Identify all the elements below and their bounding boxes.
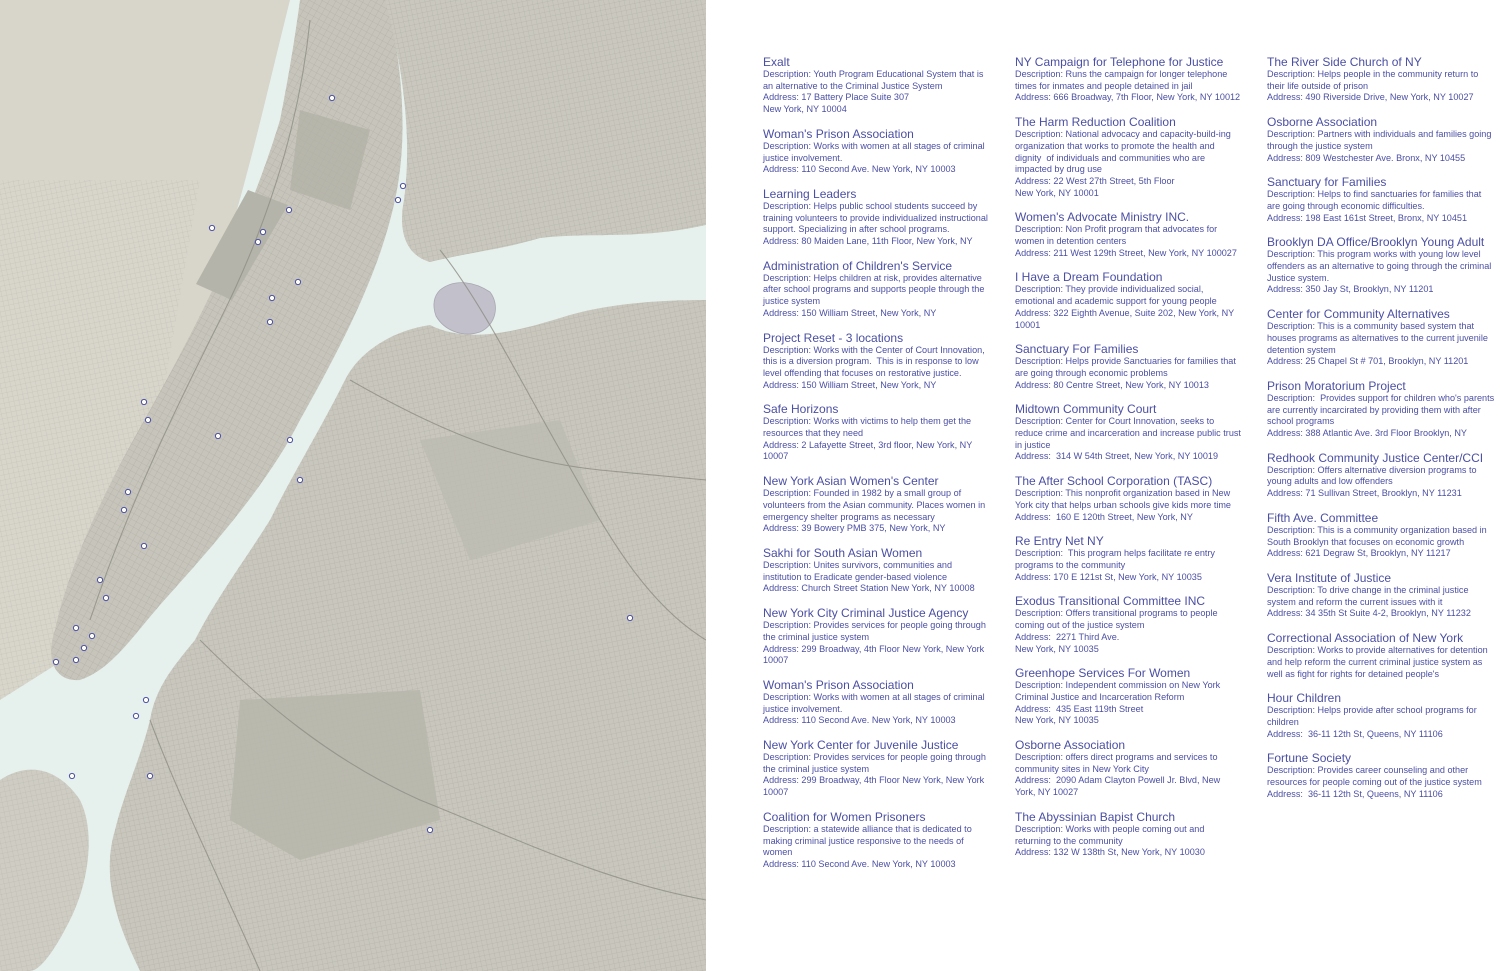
directory-entry bbox=[1015, 210, 1241, 259]
organization-name: Exodus Transitional Committee INC bbox=[1015, 594, 1206, 609]
organization-description: Description: Offers transitional programs to people coming out of the justice system bbox=[1015, 608, 1221, 631]
directory-entry bbox=[1267, 631, 1495, 680]
organization-address: Address: 25 Chapel St # 701, Brooklyn, NY 11201 bbox=[1267, 356, 1469, 367]
location-marker[interactable] bbox=[260, 229, 265, 234]
directory-entry bbox=[763, 127, 989, 176]
organization-name: Sanctuary For Families bbox=[1015, 342, 1139, 357]
organization-name: Sanctuary for Families bbox=[1267, 175, 1387, 190]
location-marker[interactable] bbox=[295, 279, 300, 284]
location-marker[interactable] bbox=[69, 773, 74, 778]
directory-entry bbox=[1015, 594, 1241, 655]
location-marker[interactable] bbox=[255, 239, 260, 244]
organization-name: Fifth Ave. Committee bbox=[1267, 510, 1379, 525]
directory-entry bbox=[1015, 270, 1241, 331]
organization-address: New York, NY 10035 bbox=[1015, 715, 1099, 726]
organization-description: Description: Center for Court Innovation, seeks to reduce crime and incarceration and increase public trust in justice bbox=[1015, 416, 1244, 450]
organization-address: New York, NY 10035 bbox=[1015, 643, 1099, 654]
location-marker[interactable] bbox=[215, 433, 220, 438]
organization-address: Address: 2 Lafayette Street, 3rd floor, New York, NY 10007 bbox=[763, 439, 975, 462]
directory-entry bbox=[1267, 451, 1495, 500]
organization-name: I Have a Dream Foundation bbox=[1015, 270, 1163, 285]
organization-name: Woman's Prison Association bbox=[763, 126, 914, 141]
organization-address: Address: 299 Broadway, 4th Floor New York, New York 10007 bbox=[763, 643, 987, 666]
location-marker[interactable] bbox=[97, 577, 102, 582]
organization-name: Brooklyn DA Office/Brooklyn Young Adult bbox=[1267, 235, 1485, 250]
organization-description: Description: Founded in 1982 by a small group of volunteers from the Asian community. Places women in emergency shelter programs as necessary bbox=[763, 488, 988, 522]
organization-description: Description: Non Profit program that advocates for women in detention centers bbox=[1015, 224, 1220, 247]
organization-name: Prison Moratorium Project bbox=[1267, 378, 1406, 393]
organization-name: Administration of Children's Service bbox=[763, 258, 953, 273]
directory-entry bbox=[763, 738, 989, 799]
directory-entry bbox=[763, 546, 989, 595]
organization-description: Description: offers direct programs and services to community sites in New York City bbox=[1015, 752, 1221, 774]
location-marker[interactable] bbox=[141, 399, 146, 404]
organization-address: Address: 110 Second Ave. New York, NY 10003 bbox=[763, 858, 956, 869]
organization-description: Description: This nonprofit organization based in New York city that helps urban schools give kids more time bbox=[1015, 488, 1233, 510]
organization-address: Address: Church Street Station New York, NY 10008 bbox=[763, 583, 975, 594]
location-marker[interactable] bbox=[627, 615, 632, 620]
directory-entry bbox=[1267, 115, 1495, 164]
organization-address: Address: 150 William Street, New York, NY bbox=[763, 307, 937, 318]
directory-entry bbox=[1015, 534, 1241, 583]
organization-address: Address: 2090 Adam Clayton Powell Jr. Blvd, New York, NY 10027 bbox=[1015, 775, 1223, 798]
directory-column-3 bbox=[1267, 55, 1495, 811]
directory-entry bbox=[1267, 511, 1495, 560]
directory-entry bbox=[1267, 751, 1495, 800]
location-marker[interactable] bbox=[121, 507, 126, 512]
directory-entry bbox=[1267, 307, 1495, 368]
rikers-island bbox=[434, 283, 496, 334]
organization-address: Address: 2271 Third Ave. bbox=[1015, 631, 1120, 642]
organization-address: Address: 36-11 12th St, Queens, NY 11106 bbox=[1267, 788, 1443, 799]
organization-description: Description: Helps to find sanctuaries for families that are going through economic difficulties. bbox=[1267, 189, 1484, 211]
organization-address: Address: 435 East 119th Street bbox=[1015, 703, 1144, 714]
organization-address: Address: 490 Riverside Drive, New York, NY 10027 bbox=[1267, 92, 1474, 103]
organization-description: Description: This program helps facilitate re entry programs to the community bbox=[1015, 548, 1218, 570]
directory-entry bbox=[1267, 55, 1495, 104]
organization-name: Learning Leaders bbox=[763, 186, 857, 201]
organization-name: The Harm Reduction Coalition bbox=[1015, 115, 1176, 130]
organization-address: New York, NY 10004 bbox=[763, 104, 847, 115]
location-marker[interactable] bbox=[147, 773, 152, 778]
organization-name: Safe Horizons bbox=[763, 402, 839, 417]
organization-name: Coalition for Women Prisoners bbox=[763, 809, 926, 824]
directory-entry bbox=[763, 259, 989, 320]
directory-entry bbox=[1015, 342, 1241, 391]
organization-name: The After School Corporation (TASC) bbox=[1015, 474, 1213, 489]
location-marker[interactable] bbox=[89, 633, 94, 638]
organization-description: Description: Helps provide Sanctuaries for families that are going through economic problems bbox=[1015, 356, 1239, 378]
directory-column-1 bbox=[763, 55, 989, 882]
organization-address: Address: 198 East 161st Street, Bronx, NY 10451 bbox=[1267, 212, 1468, 223]
organization-description: Description: To drive change in the criminal justice system and reform the current issues with it bbox=[1267, 584, 1472, 607]
location-marker[interactable] bbox=[395, 197, 400, 202]
directory-entry bbox=[1015, 115, 1241, 199]
location-marker[interactable] bbox=[73, 657, 78, 662]
location-marker[interactable] bbox=[269, 295, 274, 300]
organization-description: Description: Works with the Center of Court Innovation, this is a diversion program. This is in response to low level offending that focuses on restorative justice. bbox=[763, 344, 988, 378]
organization-name: Center for Community Alternatives bbox=[1267, 307, 1450, 322]
directory-entry bbox=[763, 606, 989, 667]
directory-entry bbox=[1015, 55, 1241, 104]
directory-entry bbox=[1015, 402, 1244, 463]
directory-entry bbox=[1267, 571, 1495, 620]
organization-address: Address: 160 E 120th Street, New York, NY bbox=[1015, 511, 1193, 522]
organization-description: Description: Provides career counseling and other resources for people coming out of the justice system bbox=[1267, 765, 1482, 788]
location-marker[interactable] bbox=[125, 489, 130, 494]
organization-address: Address: 17 Battery Place Suite 307 bbox=[763, 92, 910, 103]
organization-name: Re Entry Net NY bbox=[1015, 534, 1104, 549]
directory-entry bbox=[1267, 379, 1495, 440]
location-marker[interactable] bbox=[427, 827, 432, 832]
organization-name: Sakhi for South Asian Women bbox=[763, 545, 923, 560]
organization-name: Women's Advocate Ministry INC. bbox=[1015, 210, 1190, 225]
organization-description: Description: Helps provide after school programs for children bbox=[1267, 705, 1480, 727]
location-marker[interactable] bbox=[141, 543, 146, 548]
location-marker[interactable] bbox=[286, 207, 291, 212]
location-marker[interactable] bbox=[297, 477, 302, 482]
location-marker[interactable] bbox=[73, 625, 78, 630]
directory-entry bbox=[1015, 738, 1241, 799]
organization-description: Description: National advocacy and capacity-build-ing organization that works to promote the health and dignity of individuals and communities who are impacted by drug use bbox=[1015, 129, 1234, 175]
directory-entry bbox=[763, 402, 989, 463]
organization-description: Description: Offers alternative diversion programs to young adults and low offenders bbox=[1267, 464, 1480, 487]
location-marker[interactable] bbox=[53, 659, 58, 664]
location-marker[interactable] bbox=[329, 95, 334, 100]
nyc-map[interactable] bbox=[0, 0, 706, 971]
organization-address: Address: 80 Maiden Lane, 11th Floor, New York, NY bbox=[763, 236, 973, 247]
location-marker[interactable] bbox=[143, 697, 148, 702]
location-marker[interactable] bbox=[400, 183, 405, 188]
organization-name: Exalt bbox=[763, 55, 790, 69]
organization-description: Description: Works with people coming out and returning to the community bbox=[1015, 823, 1207, 846]
organization-description: Description: Runs the campaign for longer telephone times for inmates and people detained in jail bbox=[1015, 69, 1230, 91]
location-marker[interactable] bbox=[209, 225, 214, 230]
directory-entry bbox=[1015, 666, 1241, 727]
directory-entry bbox=[1015, 810, 1241, 859]
directory-entry bbox=[763, 331, 989, 392]
organization-address: Address: 621 Degraw St, Brooklyn, NY 11217 bbox=[1267, 548, 1451, 559]
organization-address: New York, NY 10001 bbox=[1015, 187, 1099, 198]
directory-entry bbox=[1267, 691, 1495, 740]
organization-description: Description: Helps people in the community return to their life outside of prison bbox=[1267, 69, 1481, 91]
location-marker[interactable] bbox=[81, 645, 86, 650]
organization-description: Description: Unites survivors, communities and institution to Eradicate gender-based violence bbox=[763, 559, 955, 582]
organization-name: Project Reset - 3 locations bbox=[763, 330, 904, 345]
organization-description: Description: They provide individualized social, emotional and academic support for young people bbox=[1015, 284, 1217, 307]
organization-name: Osborne Association bbox=[1015, 738, 1126, 753]
organization-address: Address: 314 W 54th Street, New York, NY 10019 bbox=[1015, 451, 1219, 462]
organization-address: Address: 211 West 129th Street, New York, NY 100027 bbox=[1015, 247, 1237, 258]
organization-name: Midtown Community Court bbox=[1015, 402, 1157, 417]
organization-description: Description: This is a community organization based in South Brooklyn that focuses on economic growth bbox=[1267, 524, 1490, 547]
directory-entry bbox=[763, 810, 989, 871]
organization-name: Correctional Association of New York bbox=[1267, 631, 1464, 646]
location-marker[interactable] bbox=[103, 595, 108, 600]
organization-name: Greenhope Services For Women bbox=[1015, 666, 1191, 681]
organization-name: The Abyssinian Bapist Church bbox=[1015, 809, 1176, 824]
organization-name: New York Asian Women's Center bbox=[763, 474, 939, 489]
organization-name: Redhook Community Justice Center/CCI bbox=[1267, 450, 1484, 465]
organization-name: Osborne Association bbox=[1267, 115, 1378, 130]
organization-address: Address: 36-11 12th St, Queens, NY 11106 bbox=[1267, 728, 1443, 739]
organization-name: NY Campaign for Telephone for Justice bbox=[1015, 55, 1224, 69]
organization-address: Address: 110 Second Ave. New York, NY 10003 bbox=[763, 164, 956, 175]
organization-description: Description: Partners with individuals and families going through the justice system bbox=[1267, 129, 1494, 151]
staten-island-streets bbox=[0, 770, 89, 971]
organization-address: Address: 39 Bowery PMB 375, New York, NY bbox=[763, 523, 946, 534]
directory-column-2 bbox=[1015, 55, 1244, 870]
organization-description: Description: Independent commission on New York Criminal Justice and Incarceration Reform bbox=[1015, 680, 1223, 702]
bronx-streets bbox=[385, 0, 706, 262]
organization-address: Address: 150 William Street, New York, NY bbox=[763, 379, 937, 390]
organization-description: Description: Works to provide alternatives for detention and help reform the current criminal justice system as well as fight for rights for detained people's bbox=[1267, 645, 1491, 679]
organization-description: Description: a statewide alliance that is dedicated to making criminal justice responsive to the needs of women bbox=[763, 823, 975, 858]
organization-description: Description: Works with victims to help them get the resources that they need bbox=[763, 416, 974, 439]
organization-name: Hour Children bbox=[1267, 691, 1342, 706]
directory-entry bbox=[1267, 235, 1495, 296]
organization-description: Description: Works with women at all stages of criminal justice involvement. bbox=[763, 691, 988, 714]
organization-address: Address: 666 Broadway, 7th Floor, New York, NY 10012 bbox=[1015, 92, 1241, 103]
organization-description: Description: Helps public school students succeed by training volunteers to provide individualized instructional support. Specializing in after school programs. bbox=[763, 200, 991, 235]
organization-name: Fortune Society bbox=[1267, 751, 1352, 766]
organization-address: Address: 350 Jay St, Brooklyn, NY 11201 bbox=[1267, 284, 1434, 295]
organization-description: Description: Provides support for children who's parents are currently incarcirated by providing them with after school programs bbox=[1267, 392, 1497, 427]
directory-entry bbox=[1267, 175, 1495, 224]
organization-description: Description: Provides services for people going through the criminal justice system bbox=[763, 752, 989, 774]
organization-description: Description: Youth Program Educational System that is an alternative to the Criminal Justice System bbox=[763, 69, 986, 91]
organization-address: Address: 809 Westchester Ave. Bronx, NY 10455 bbox=[1267, 152, 1466, 163]
organization-address: Address: 322 Eighth Avenue, Suite 202, New York, NY 10001 bbox=[1015, 307, 1237, 330]
organization-address: Address: 388 Atlantic Ave. 3rd Floor Brooklyn, NY bbox=[1267, 428, 1467, 439]
organization-description: Description: Helps children at risk, provides alternative after school programs and supports people through the justice system bbox=[763, 272, 987, 307]
directory-entry bbox=[763, 187, 989, 248]
organization-address: Address: 110 Second Ave. New York, NY 10003 bbox=[763, 715, 956, 726]
location-marker[interactable] bbox=[267, 319, 272, 324]
organization-name: Vera Institute of Justice bbox=[1267, 570, 1392, 585]
organization-address: Address: 132 W 138th St, New York, NY 10030 bbox=[1015, 847, 1205, 858]
directory-entry bbox=[1015, 474, 1241, 523]
organization-description: Description: Works with women at all stages of criminal justice involvement. bbox=[763, 140, 988, 163]
organization-address: Address: 71 Sullivan Street, Brooklyn, NY 11231 bbox=[1267, 488, 1462, 499]
organization-address: Address: 34 35th St Suite 4-2, Brooklyn, NY 11232 bbox=[1267, 608, 1471, 619]
organization-address: Address: 80 Centre Street, New York, NY 10013 bbox=[1015, 379, 1209, 390]
organization-name: New York Center for Juvenile Justice bbox=[763, 738, 959, 753]
organization-address: Address: 22 West 27th Street, 5th Floor bbox=[1015, 175, 1175, 186]
directory-entry bbox=[763, 474, 989, 535]
organization-description: Description: This is a community based system that houses programs as alternatives to the current juvenile detention system bbox=[1267, 321, 1491, 355]
location-marker[interactable] bbox=[145, 417, 150, 422]
organization-name: Woman's Prison Association bbox=[763, 677, 914, 692]
organization-name: The River Side Church of NY bbox=[1267, 55, 1422, 69]
location-marker[interactable] bbox=[133, 713, 138, 718]
organization-description: Description: This program works with young low level offenders as an alternative to going through the criminal Justice system. bbox=[1267, 249, 1494, 283]
directory-entry bbox=[763, 55, 989, 116]
organization-address: Address: 299 Broadway, 4th Floor New York, New York 10007 bbox=[763, 775, 987, 798]
organization-name: New York City Criminal Justice Agency bbox=[763, 606, 969, 621]
map-canvas bbox=[0, 0, 706, 971]
organization-address: Address: 170 E 121st St, New York, NY 10035 bbox=[1015, 571, 1202, 582]
directory-entry bbox=[763, 678, 989, 727]
organization-description: Description: Provides services for people going through the criminal justice system bbox=[763, 620, 989, 642]
location-marker[interactable] bbox=[287, 437, 292, 442]
